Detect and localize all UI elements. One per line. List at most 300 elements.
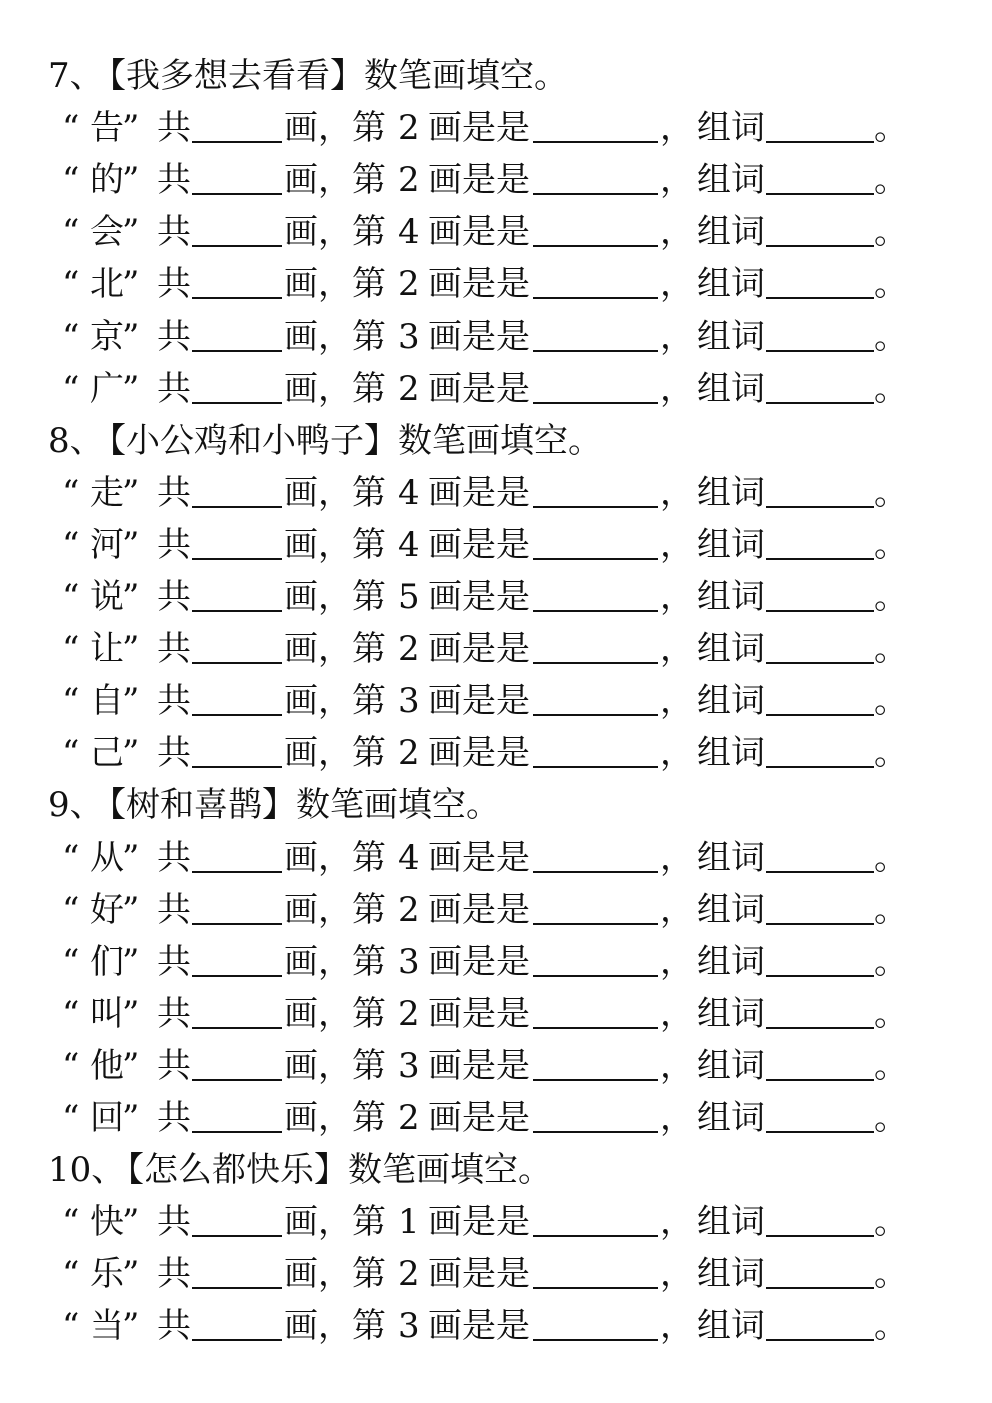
stroke-count-blank[interactable] [192,245,282,247]
stroke-count-blank[interactable] [192,1235,282,1237]
zuci-label: 组词 [697,264,765,305]
open-quote: “ [62,837,80,878]
word-blank[interactable] [766,297,874,299]
stroke-order-number: 2 [398,993,420,1034]
close-quote: ” [122,1202,140,1243]
hua-shi-label: 画是是 [428,733,530,774]
question-row [0,832,992,884]
open-quote: “ [62,681,80,722]
gong-label: 共 [157,524,191,565]
close-quote: ” [122,889,140,930]
gong-label: 共 [157,993,191,1034]
zuci-label: 组词 [697,1202,765,1243]
word-blank[interactable] [766,975,874,977]
stroke-order-number: 3 [398,1306,420,1347]
stroke-order-number: 2 [398,264,420,305]
comma: ， [660,681,694,722]
hua-shi-label: 画是是 [428,1254,530,1295]
gong-label: 共 [157,264,191,305]
gong-label: 共 [157,212,191,253]
comma: ， [660,472,694,513]
comma: ， [660,108,694,149]
word-blank[interactable] [766,1079,874,1081]
gong-label: 共 [157,1098,191,1138]
period: 。 [874,108,908,149]
stroke-order-number: 2 [398,160,420,201]
stroke-name-blank[interactable] [533,297,658,299]
section-title: 【小公鸡和小鸭子】数笔画填空。 [92,420,602,461]
open-quote: “ [62,577,80,617]
question-row [0,1040,992,1092]
word-blank[interactable] [766,1339,874,1341]
stroke-count-blank[interactable] [192,558,282,560]
question-row [0,571,992,623]
stroke-order-number: 5 [398,577,420,617]
close-quote: ” [122,1254,140,1295]
gong-label: 共 [157,368,191,409]
stroke-order-number: 3 [398,1045,420,1086]
section-title: 【树和喜鹊】数笔画填空。 [92,785,500,826]
close-quote: ” [122,472,140,513]
zuci-label: 组词 [697,524,765,565]
section-heading [0,779,992,831]
stroke-name-blank[interactable] [533,975,658,977]
word-blank[interactable] [766,610,874,612]
open-quote: “ [62,368,80,409]
period: 。 [874,629,908,670]
stroke-order-number: 2 [398,733,420,774]
stroke-count-blank[interactable] [192,975,282,977]
close-quote: ” [122,681,140,722]
period: 。 [874,1098,908,1138]
target-character: 河 [90,524,124,565]
section-heading [0,1144,992,1196]
hua-label: 画，第 [284,577,386,617]
target-character: 们 [90,941,124,982]
zuci-label: 组词 [697,108,765,149]
zuci-label: 组词 [697,681,765,722]
hua-shi-label: 画是是 [428,1306,530,1347]
hua-shi-label: 画是是 [428,212,530,253]
word-blank[interactable] [766,1027,874,1029]
hua-label: 画，第 [284,941,386,982]
gong-label: 共 [157,889,191,930]
stroke-name-blank[interactable] [533,714,658,716]
stroke-order-number: 4 [398,837,420,878]
stroke-name-blank[interactable] [533,1131,658,1133]
hua-label: 画，第 [284,993,386,1034]
comma: ， [660,316,694,357]
period: 。 [874,1306,908,1347]
stroke-name-blank[interactable] [533,558,658,560]
comma: ， [660,160,694,201]
stroke-count-blank[interactable] [192,297,282,299]
section-number: 10、 [48,1150,126,1191]
question-row [0,727,992,779]
stroke-count-blank[interactable] [192,610,282,612]
hua-shi-label: 画是是 [428,316,530,357]
stroke-order-number: 2 [398,108,420,149]
stroke-count-blank[interactable] [192,193,282,195]
zuci-label: 组词 [697,472,765,513]
zuci-label: 组词 [697,837,765,878]
question-row [0,311,992,363]
period: 。 [874,524,908,565]
stroke-name-blank[interactable] [533,610,658,612]
target-character: 说 [90,577,124,617]
open-quote: “ [62,316,80,357]
period: 。 [874,316,908,357]
stroke-name-blank[interactable] [533,350,658,352]
hua-shi-label: 画是是 [428,993,530,1034]
comma: ， [660,1045,694,1086]
hua-label: 画，第 [284,1254,386,1295]
word-blank[interactable] [766,1287,874,1289]
close-quote: ” [122,368,140,409]
zuci-label: 组词 [697,629,765,670]
gong-label: 共 [157,733,191,774]
stroke-name-blank[interactable] [533,1339,658,1341]
zuci-label: 组词 [697,316,765,357]
period: 。 [874,837,908,878]
period: 。 [874,1254,908,1295]
target-character: 的 [90,160,124,201]
word-blank[interactable] [766,402,874,404]
close-quote: ” [122,316,140,357]
hua-shi-label: 画是是 [428,368,530,409]
word-blank[interactable] [766,923,874,925]
hua-shi-label: 画是是 [428,524,530,565]
close-quote: ” [122,264,140,305]
word-blank[interactable] [766,350,874,352]
word-blank[interactable] [766,714,874,716]
target-character: 自 [90,681,124,722]
gong-label: 共 [157,472,191,513]
gong-label: 共 [157,1202,191,1243]
zuci-label: 组词 [697,160,765,201]
gong-label: 共 [157,108,191,149]
close-quote: ” [122,577,140,617]
question-row [0,623,992,675]
question-row [0,1196,992,1248]
question-row [0,519,992,571]
stroke-count-blank[interactable] [192,662,282,664]
stroke-name-blank[interactable] [533,1027,658,1029]
target-character: 己 [90,733,124,774]
word-blank[interactable] [766,1131,874,1133]
zuci-label: 组词 [697,368,765,409]
zuci-label: 组词 [697,1098,765,1138]
word-blank[interactable] [766,766,874,768]
period: 。 [874,941,908,982]
target-character: 快 [90,1202,124,1243]
gong-label: 共 [157,629,191,670]
stroke-count-blank[interactable] [192,402,282,404]
zuci-label: 组词 [697,1306,765,1347]
stroke-name-blank[interactable] [533,402,658,404]
target-character: 走 [90,472,124,513]
target-character: 乐 [90,1254,124,1295]
zuci-label: 组词 [697,889,765,930]
word-blank[interactable] [766,871,874,873]
open-quote: “ [62,889,80,930]
stroke-count-blank[interactable] [192,871,282,873]
comma: ， [660,993,694,1034]
stroke-count-blank[interactable] [192,766,282,768]
close-quote: ” [122,160,140,201]
target-character: 好 [90,889,124,930]
stroke-count-blank[interactable] [192,923,282,925]
open-quote: “ [62,1202,80,1243]
stroke-count-blank[interactable] [192,1287,282,1289]
period: 。 [874,577,908,617]
gong-label: 共 [157,1254,191,1295]
word-blank[interactable] [766,558,874,560]
hua-label: 画，第 [284,472,386,513]
target-character: 让 [90,629,124,670]
comma: ， [660,1098,694,1138]
target-character: 当 [90,1306,124,1347]
stroke-name-blank[interactable] [533,193,658,195]
open-quote: “ [62,733,80,774]
comma: ， [660,1202,694,1243]
target-character: 会 [90,212,124,253]
stroke-order-number: 2 [398,368,420,409]
question-row [0,988,992,1040]
stroke-order-number: 2 [398,1098,420,1138]
open-quote: “ [62,1254,80,1295]
stroke-name-blank[interactable] [533,1079,658,1081]
hua-label: 画，第 [284,837,386,878]
question-row [0,1248,992,1300]
hua-label: 画，第 [284,524,386,565]
close-quote: ” [122,993,140,1034]
hua-shi-label: 画是是 [428,681,530,722]
gong-label: 共 [157,681,191,722]
stroke-count-blank[interactable] [192,714,282,716]
hua-label: 画，第 [284,108,386,149]
question-row [0,1300,992,1352]
stroke-count-blank[interactable] [192,141,282,143]
open-quote: “ [62,160,80,201]
question-row [0,102,992,154]
word-blank[interactable] [766,506,874,508]
question-row [0,258,992,310]
stroke-name-blank[interactable] [533,141,658,143]
zuci-label: 组词 [697,941,765,982]
hua-label: 画，第 [284,681,386,722]
section-number: 7、 [48,56,104,96]
hua-shi-label: 画是是 [428,941,530,982]
zuci-label: 组词 [697,212,765,253]
period: 。 [874,472,908,513]
hua-shi-label: 画是是 [428,629,530,670]
word-blank[interactable] [766,141,874,143]
section-number: 8、 [48,420,104,461]
hua-label: 画，第 [284,1306,386,1347]
hua-shi-label: 画是是 [428,108,530,149]
hua-label: 画，第 [284,1202,386,1243]
open-quote: “ [62,941,80,982]
comma: ， [660,212,694,253]
stroke-name-blank[interactable] [533,506,658,508]
comma: ， [660,368,694,409]
question-row [0,884,992,936]
hua-shi-label: 画是是 [428,1045,530,1086]
hua-label: 画，第 [284,212,386,253]
zuci-label: 组词 [697,577,765,617]
hua-label: 画，第 [284,316,386,357]
target-character: 他 [90,1045,124,1086]
comma: ， [660,733,694,774]
stroke-count-blank[interactable] [192,1027,282,1029]
comma: ， [660,577,694,617]
hua-shi-label: 画是是 [428,1098,530,1138]
hua-shi-label: 画是是 [428,1202,530,1243]
gong-label: 共 [157,941,191,982]
question-row [0,675,992,727]
target-character: 回 [90,1098,124,1138]
period: 。 [874,993,908,1034]
open-quote: “ [62,472,80,513]
close-quote: ” [122,212,140,253]
period: 。 [874,681,908,722]
open-quote: “ [62,264,80,305]
target-character: 北 [90,264,124,305]
stroke-name-blank[interactable] [533,1235,658,1237]
gong-label: 共 [157,1045,191,1086]
word-blank[interactable] [766,245,874,247]
period: 。 [874,368,908,409]
hua-shi-label: 画是是 [428,160,530,201]
hua-label: 画，第 [284,1098,386,1138]
hua-label: 画，第 [284,264,386,305]
question-row [0,363,992,415]
section-title: 【怎么都快乐】数笔画填空。 [110,1150,552,1191]
stroke-order-number: 2 [398,1254,420,1295]
stroke-count-blank[interactable] [192,350,282,352]
comma: ， [660,941,694,982]
gong-label: 共 [157,837,191,878]
hua-label: 画，第 [284,889,386,930]
comma: ， [660,889,694,930]
hua-label: 画，第 [284,733,386,774]
stroke-order-number: 1 [398,1202,420,1243]
stroke-name-blank[interactable] [533,923,658,925]
zuci-label: 组词 [697,1045,765,1086]
stroke-order-number: 3 [398,941,420,982]
target-character: 广 [90,368,124,409]
stroke-name-blank[interactable] [533,871,658,873]
section-heading [0,415,992,467]
open-quote: “ [62,1045,80,1086]
stroke-order-number: 4 [398,472,420,513]
close-quote: ” [122,941,140,982]
close-quote: ” [122,733,140,774]
stroke-count-blank[interactable] [192,506,282,508]
comma: ， [660,524,694,565]
period: 。 [874,1202,908,1243]
hua-label: 画，第 [284,1045,386,1086]
stroke-name-blank[interactable] [533,662,658,664]
stroke-order-number: 3 [398,316,420,357]
target-character: 从 [90,837,124,878]
close-quote: ” [122,1306,140,1347]
comma: ， [660,1254,694,1295]
word-blank[interactable] [766,193,874,195]
question-row [0,154,992,206]
stroke-count-blank[interactable] [192,1079,282,1081]
open-quote: “ [62,1306,80,1347]
question-row [0,936,992,988]
period: 。 [874,160,908,201]
section-heading [0,50,992,102]
hua-shi-label: 画是是 [428,264,530,305]
zuci-label: 组词 [697,1254,765,1295]
word-blank[interactable] [766,1235,874,1237]
target-character: 京 [90,316,124,357]
hua-label: 画，第 [284,629,386,670]
open-quote: “ [62,524,80,565]
stroke-order-number: 4 [398,524,420,565]
comma: ， [660,629,694,670]
comma: ， [660,264,694,305]
open-quote: “ [62,993,80,1034]
period: 。 [874,1045,908,1086]
open-quote: “ [62,629,80,670]
section-number: 9、 [48,785,104,826]
open-quote: “ [62,212,80,253]
hua-shi-label: 画是是 [428,837,530,878]
stroke-order-number: 4 [398,212,420,253]
zuci-label: 组词 [697,733,765,774]
open-quote: “ [62,1098,80,1138]
word-blank[interactable] [766,662,874,664]
gong-label: 共 [157,160,191,201]
comma: ， [660,837,694,878]
question-row [0,1092,992,1144]
stroke-order-number: 2 [398,889,420,930]
gong-label: 共 [157,316,191,357]
stroke-name-blank[interactable] [533,1287,658,1289]
close-quote: ” [122,524,140,565]
close-quote: ” [122,1098,140,1138]
target-character: 叫 [90,993,124,1034]
question-row [0,206,992,258]
stroke-order-number: 2 [398,629,420,670]
hua-shi-label: 画是是 [428,577,530,617]
open-quote: “ [62,108,80,149]
stroke-count-blank[interactable] [192,1131,282,1133]
hua-shi-label: 画是是 [428,472,530,513]
section-title: 【我多想去看看】数笔画填空。 [92,56,568,96]
stroke-name-blank[interactable] [533,245,658,247]
close-quote: ” [122,629,140,670]
zuci-label: 组词 [697,993,765,1034]
question-row [0,467,992,519]
stroke-name-blank[interactable] [533,766,658,768]
hua-label: 画，第 [284,368,386,409]
period: 。 [874,264,908,305]
close-quote: ” [122,1045,140,1086]
gong-label: 共 [157,1306,191,1347]
hua-label: 画，第 [284,160,386,201]
comma: ， [660,1306,694,1347]
stroke-count-blank[interactable] [192,1339,282,1341]
gong-label: 共 [157,577,191,617]
close-quote: ” [122,108,140,149]
target-character: 告 [90,108,124,149]
